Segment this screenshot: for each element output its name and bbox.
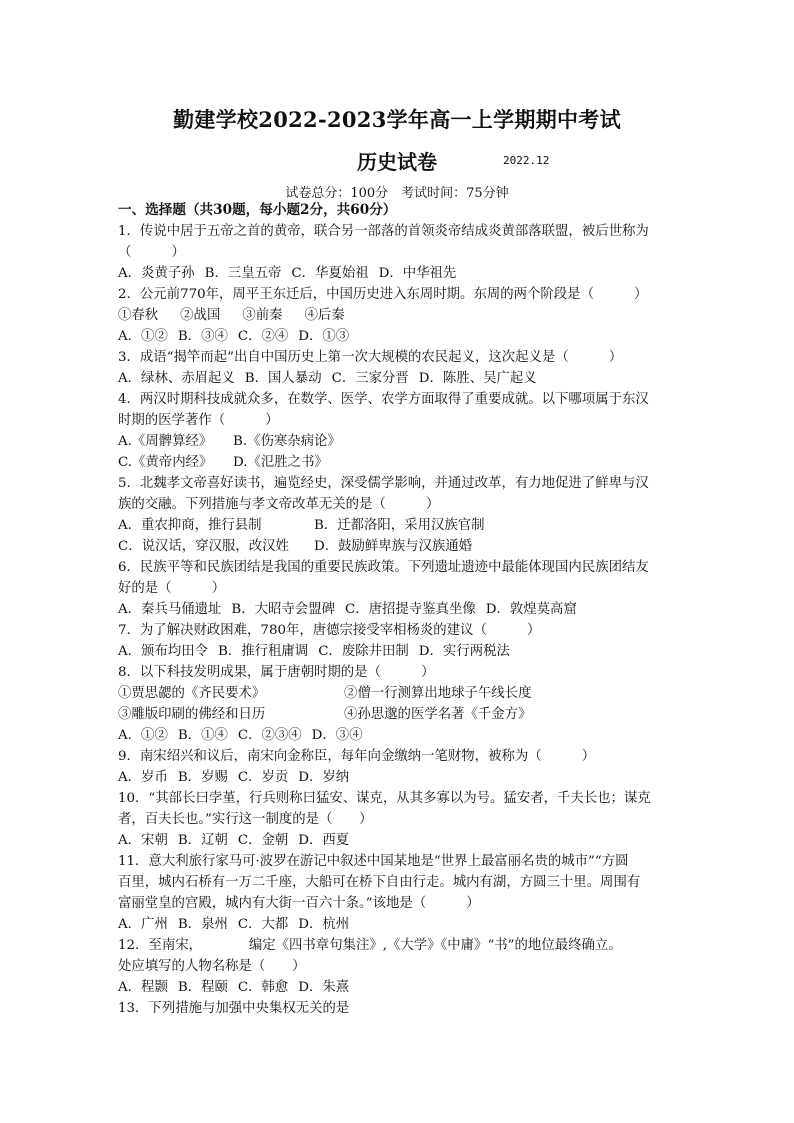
answer-option: C．三家分晋 (331, 371, 409, 386)
question-6 (118, 557, 678, 620)
question-text-line: 12．至南宋， 编定《四书章句集注》,《大学》《中庸》“书”的地位最终确立。 (118, 938, 622, 953)
answer-option: B．推行租庸调 (218, 644, 309, 659)
subtitle-row (0, 146, 794, 174)
answer-option: D．陈胜、吴广起义 (418, 371, 537, 386)
answer-option: C．岁贡 (237, 770, 289, 785)
answer-option: A．绿林、赤眉起义 (118, 371, 235, 386)
question-text-line: 6．民族平等和民族团结是我国的重要民族政策。下列遗址遗迹中最能体现国内民族团结友 (118, 560, 649, 575)
exam-meta: 试卷总分：100分 考试时间：75分钟 (285, 186, 509, 201)
option-row (118, 767, 678, 788)
question-text-line: 2．公元前770年，周平王东迁后，中国历史进入东周时期。东周的两个阶段是（ ） (118, 287, 648, 302)
answer-option: D．鼓励鲜卑族与汉族通婚 (314, 539, 473, 554)
question-text-line: 5．北魏孝文帝喜好读书，遍览经史，深受儒学影响，并通过改革，有力地促进了鲜卑与汉 (118, 476, 649, 491)
question-text-line: 时期的医学著作（ ） (118, 413, 279, 428)
question-text-line: 者，百夫长也。”实行这一制度的是（ ） (118, 812, 373, 827)
answer-option: A．①② (118, 329, 168, 344)
option-row (118, 830, 678, 851)
question-1 (118, 221, 678, 284)
option-row (118, 263, 678, 284)
answer-option: A.《周髀算经》 (118, 434, 213, 449)
option-row (118, 452, 678, 473)
answer-option: ①贾思勰的《齐民要术》 (118, 686, 266, 701)
answer-option: A．岁币 (118, 770, 168, 785)
exam-date: 2022.12 (503, 154, 550, 167)
question-list (118, 200, 678, 1019)
question-5 (118, 473, 678, 557)
answer-option: A．重农抑商，推行县制 (118, 518, 262, 533)
answer-option: C．废除井田制 (318, 644, 409, 659)
question-text-line: 好的是（ ） (118, 581, 226, 596)
statement-item: ②战国 (180, 308, 221, 323)
answer-option: B．三皇五帝 (204, 266, 282, 281)
answer-option: D．中华祖先 (378, 266, 457, 281)
answer-option: ②僧一行测算出地球子午线长度 (344, 686, 532, 701)
answer-option: C．金朝 (237, 833, 289, 848)
answer-option: A．颁布均田令 (118, 644, 209, 659)
question-13 (118, 998, 678, 1019)
option-row (118, 641, 678, 662)
answer-option: B．国人暴动 (244, 371, 322, 386)
option-row (118, 599, 678, 620)
answer-option: B．迁都洛阳，采用汉族官制 (314, 518, 485, 533)
question-text-line: 4．两汉时期科技成就众多，在数学、医学、农学方面取得了重要成就。以下哪项属于东汉 (118, 392, 649, 407)
answer-option: D．岁纳 (298, 770, 350, 785)
answer-option: B．泉州 (177, 917, 228, 932)
question-text-line: 1．传说中居于五帝之首的黄帝，联合另一部落的首领炎帝结成炎黄部落联盟，被后世称为 (118, 224, 649, 239)
question-text-line: 8．以下科技发明成果，属于唐朝时期的是（ ） (118, 665, 435, 680)
option-row (118, 536, 678, 557)
exam-title: 勤建学校2022-2023学年高一上学期期中考试 (173, 107, 621, 132)
question-9 (118, 746, 678, 788)
question-3 (118, 347, 678, 389)
option-row (118, 431, 678, 452)
answer-option: ③雕版印刷的佛经和日历 (118, 707, 266, 722)
question-7 (118, 620, 678, 662)
answer-option: B.《伤寒杂病论》 (233, 434, 341, 449)
answer-option: C.《黄帝内经》 (118, 455, 213, 470)
question-text-line: （ ） (118, 245, 185, 260)
question-text-line: 9．南宋绍兴和议后，南宋向金称臣，每年向金缴纳一笔财物，被称为（ ） (118, 749, 596, 764)
answer-option: D．③④ (311, 728, 363, 743)
question-text-line: 处应填写的人物名称是（ ） (118, 959, 306, 974)
option-row (118, 704, 678, 725)
answer-option: C．华夏始祖 (291, 266, 369, 281)
question-text-line: 族的交融。下列措施与孝文帝改革无关的是（ ） (118, 497, 440, 512)
question-11 (118, 851, 678, 935)
answer-option: B．辽朝 (177, 833, 228, 848)
question-text-line: 3．成语“揭竿而起”出自中国历史上第一次大规模的农民起义，这次起义是（ ） (118, 350, 623, 365)
statement-item: ①春秋 (118, 308, 159, 323)
answer-option: B．③④ (177, 329, 228, 344)
answer-option: B．岁赐 (177, 770, 228, 785)
question-2 (118, 284, 678, 347)
option-row (118, 977, 678, 998)
answer-option: B．①④ (177, 728, 228, 743)
answer-option: C．韩愈 (237, 980, 289, 995)
option-row (118, 725, 678, 746)
question-12 (118, 935, 678, 998)
answer-option: C．唐招提寺鉴真坐像 (344, 602, 476, 617)
answer-option: C．说汉话，穿汉服，改汉姓 (118, 539, 289, 554)
answer-option: A．秦兵马俑遗址 (118, 602, 222, 617)
answer-option: B．程颐 (177, 980, 228, 995)
answer-option: D．①③ (298, 329, 350, 344)
answer-option: C．②③④ (237, 728, 302, 743)
answer-option: B．大昭寺会盟碑 (231, 602, 335, 617)
answer-option: D．杭州 (298, 917, 350, 932)
answer-option: A．宋朝 (118, 833, 168, 848)
section-heading: 一、选择题（共30题，每小题2分，共60分） (118, 202, 397, 218)
exam-subject: 历史试卷 (357, 150, 437, 174)
statement-item: ④后秦 (304, 308, 345, 323)
answer-option: D.《氾胜之书》 (233, 455, 328, 470)
answer-option: A．炎黄子孙 (118, 266, 195, 281)
question-10 (118, 788, 678, 851)
option-row (118, 914, 678, 935)
question-text-line: 7．为了解决财政困难，780年，唐德宗接受宰相杨炎的建议（ ） (118, 623, 541, 638)
option-row (118, 326, 678, 347)
question-text-line: 13．下列措施与加强中央集权无关的是 (118, 1001, 350, 1016)
statement-item: ③前秦 (242, 308, 283, 323)
answer-option: D．敦煌莫高窟 (485, 602, 577, 617)
answer-option: A．广州 (118, 917, 168, 932)
option-row (118, 515, 678, 536)
answer-option: D．西夏 (298, 833, 350, 848)
question-4 (118, 389, 678, 473)
answer-option: A．①② (118, 728, 168, 743)
answer-option: ④孙思邈的医学名著《千金方》 (344, 707, 532, 722)
statement-row (118, 305, 678, 326)
option-row (118, 368, 678, 389)
question-text-line: 11．意大利旅行家马可·波罗在游记中叙述中国某地是“世界上最富丽名贵的城市”“方圆 (118, 854, 629, 869)
answer-option: C．②④ (237, 329, 289, 344)
option-row (118, 683, 678, 704)
question-8 (118, 662, 678, 746)
question-text-line: 富丽堂皇的宫殿，城内有大街一百六十条。”该地是（ ） (118, 896, 480, 911)
question-text-line: 百里，城内石桥有一万二千座，大船可在桥下自由行走。城内有湖，方圆三十里。周围有 (118, 875, 641, 890)
answer-option: A．程颢 (118, 980, 168, 995)
question-text-line: 10．“其部长曰孛堇，行兵则称曰猛安、谋克，从其多寡以为号。猛安者，千夫长也；谋克 (118, 791, 651, 806)
answer-option: D．朱熹 (298, 980, 350, 995)
answer-option: D．实行两税法 (418, 644, 510, 659)
answer-option: C．大都 (237, 917, 289, 932)
